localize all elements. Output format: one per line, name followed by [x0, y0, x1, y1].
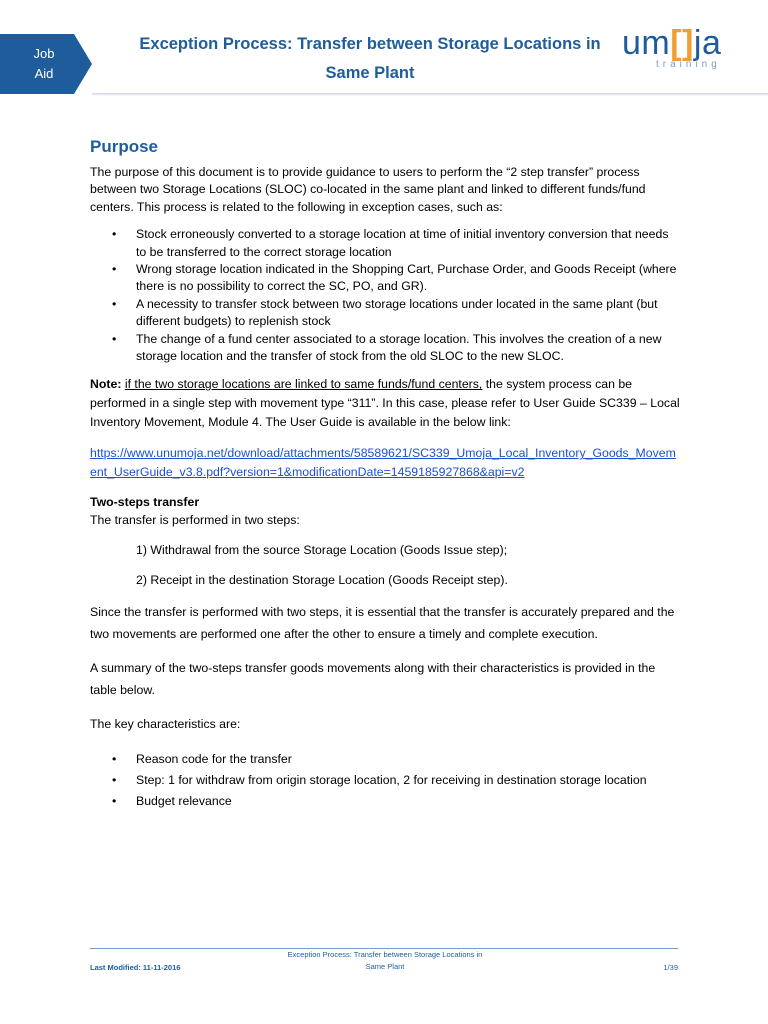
bullet-icon: • — [112, 227, 117, 242]
bullet-icon: • — [112, 752, 117, 767]
key-characteristics-list — [90, 749, 680, 812]
bullet-icon: • — [112, 331, 117, 346]
note-paragraph — [90, 375, 680, 432]
umoja-training-logo — [622, 25, 742, 75]
page-number: 1/39 — [663, 963, 678, 972]
job-aid-line1: Job — [33, 46, 55, 61]
logo-subtitle: training — [656, 59, 721, 70]
document-title-line1: Exception Process: Transfer between Storage Locations in — [139, 35, 601, 53]
list-item: • Budget relevance — [90, 791, 680, 812]
list-item: • The change of a fund center associated to a storage location. This involves the creation of a new storage location and the transfer of stock from the old SLOC to the new SLOC. — [112, 331, 662, 364]
last-modified: Last Modified: 11-11-2016 — [90, 963, 181, 972]
list-item: • Stock erroneously converted to a storage location at time of initial inventory conversion that needs to be transferred to the correct storage location — [112, 227, 669, 259]
job-aid-line2: Aid — [34, 66, 54, 81]
bullet-icon: • — [112, 262, 117, 277]
document-title-line2: Same Plant — [325, 64, 415, 82]
purpose-heading: Purpose — [90, 137, 159, 156]
bullet-icon: • — [112, 296, 117, 311]
paragraph-key-characteristics: The key characteristics are: — [90, 717, 241, 732]
exception-cases-list — [90, 226, 680, 365]
footer-title: Exception Process: Transfer between Storage Locations in Same Plant — [287, 950, 483, 971]
two-steps-heading: Two-steps transfer — [90, 495, 200, 510]
document-title — [110, 30, 630, 88]
list-item: • Wrong storage location indicated in the Shopping Cart, Purchase Order, and Goods Receipt (where there is no possibility to correct the SC, PO, and GR). — [112, 262, 677, 294]
purpose-intro: The purpose of this document is to provide guidance to users to perform the “2 step transfer” process between two Storage Locations (SLOC) co-located in the same plant and linked to different funds/fund centers. This process is related to the following in exception cases, such as: — [90, 165, 646, 214]
logo-wordmark: um[]ja — [622, 24, 722, 62]
paragraph-summary: A summary of the two-steps transfer goods movements along with their characteristics is provided in the table below. — [90, 661, 656, 698]
two-steps-intro: The transfer is performed in two steps: — [90, 512, 300, 527]
bullet-icon: • — [112, 773, 117, 788]
note-label: Note: — [90, 377, 125, 392]
note-underlined: if the two storage locations are linked to same funds/fund centers, — [124, 377, 483, 392]
job-aid-tab — [0, 34, 92, 94]
bullet-icon: • — [112, 794, 117, 809]
list-item: • Reason code for the transfer — [90, 749, 680, 770]
user-guide-link[interactable]: https://www.unumoja.net/download/attachments/58589621/SC339_Umoja_Local_Inventory_Goods_Movement_UserGuide_v3.8.pdf?version=1&modificationDate=1459185927868&api=v2 — [90, 446, 676, 480]
job-aid-label — [16, 44, 72, 84]
step-1: 1) Withdrawal from the source Storage Location (Goods Issue step); — [136, 543, 508, 558]
list-item: • Step: 1 for withdraw from origin storage location, 2 for receiving in destination storage location — [90, 770, 680, 791]
paragraph-accuracy: Since the transfer is performed with two steps, it is essential that the transfer is accurately prepared and the two movements are performed one after the other to ensure a timely and complete execution. — [90, 605, 675, 642]
note-text: the system process can be performed in a single step with movement type “311”. In this case, please refer to User Guide SC339 – Local Inventory Movement, Module 4. The User Guide is available in the below link: — [90, 377, 680, 430]
document-body — [90, 136, 680, 812]
step-2: 2) Receipt in the destination Storage Location (Goods Receipt step). — [136, 573, 508, 588]
list-item: • A necessity to transfer stock between two storage locations under located in the same plant (but different budgets) to replenish stock — [112, 296, 658, 329]
header-divider — [92, 93, 768, 96]
